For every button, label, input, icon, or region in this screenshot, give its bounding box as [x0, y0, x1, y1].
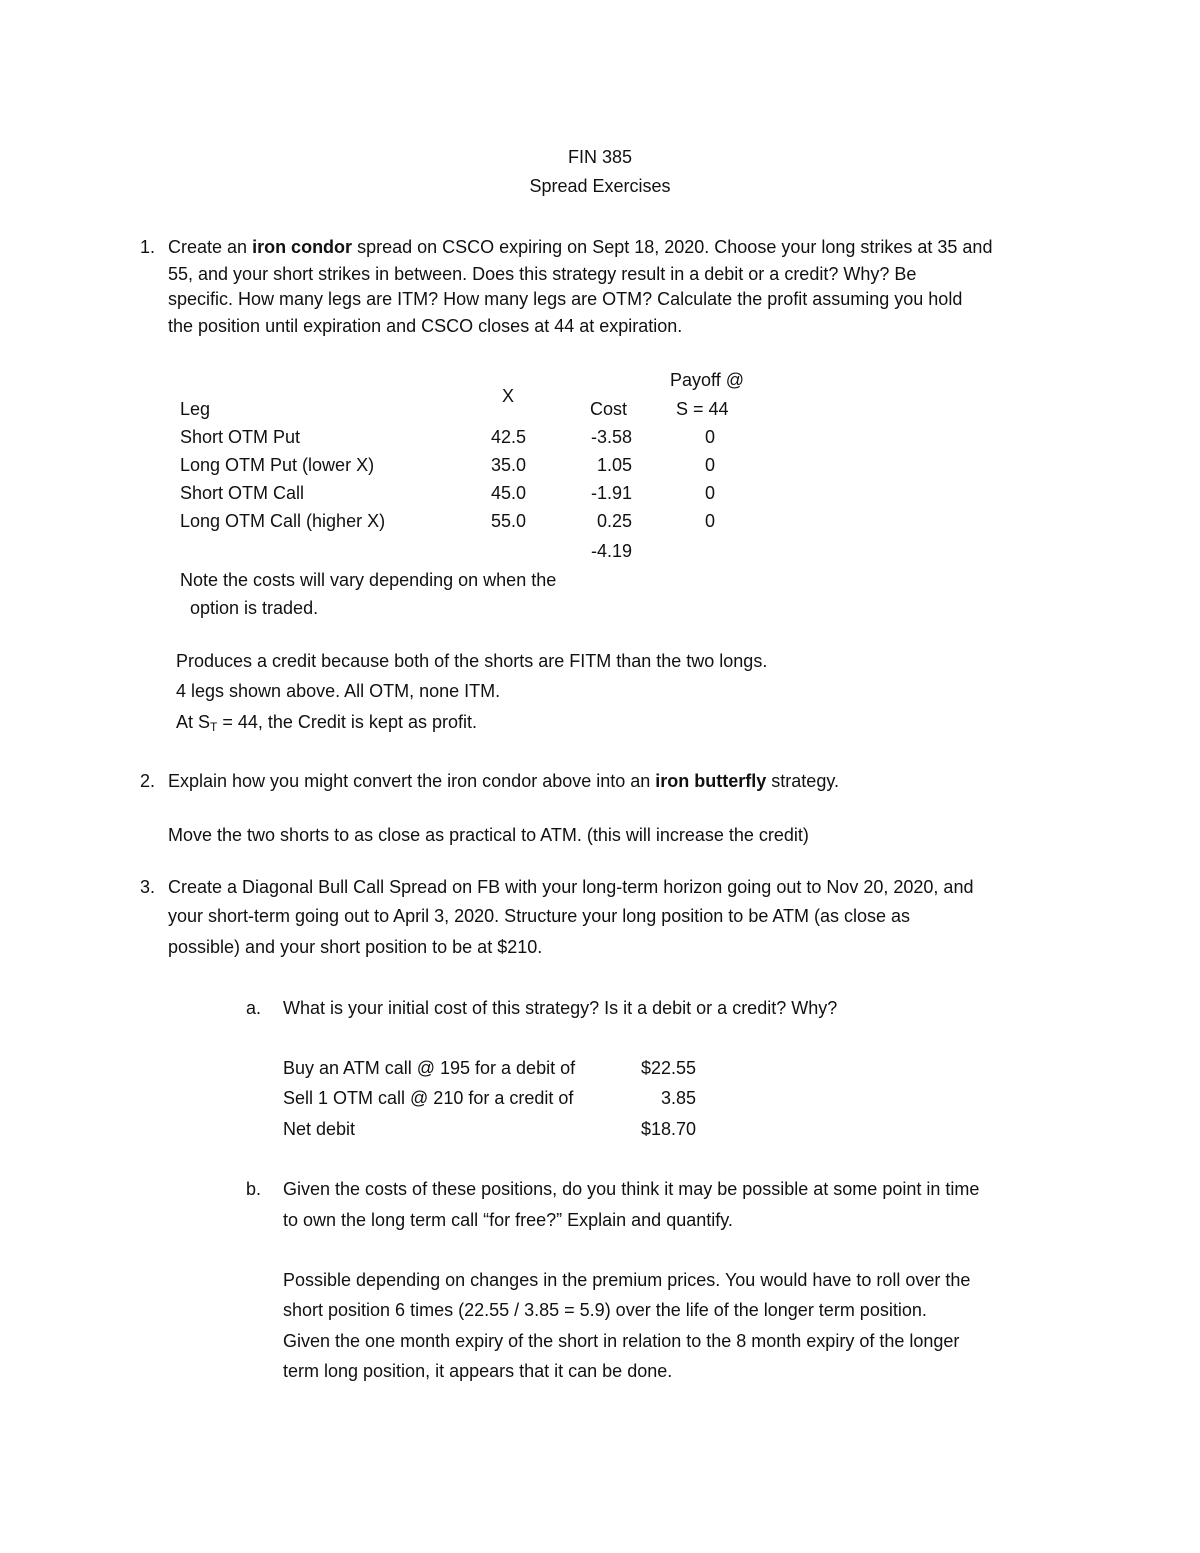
cost-label: Net debit [283, 1119, 356, 1139]
question-1-line-1: Create an iron condor spread on CSCO expiring on Sept 18, 2020. Choose your long strikes at 35 and [168, 237, 993, 257]
strike-cell: 55.0 [490, 511, 526, 531]
total-cost: -4.19 [590, 541, 632, 561]
iron-butterfly-term: iron butterfly [655, 771, 767, 791]
payoff-cell: 0 [704, 511, 715, 531]
header-x: X [502, 386, 515, 406]
part-a-letter: a. [246, 998, 262, 1018]
payoff-cell: 0 [704, 455, 715, 475]
payoff-cell: 0 [704, 427, 715, 447]
question-1-line-4: the position until expiration and CSCO closes at 44 at expiration. [168, 316, 683, 336]
strike-cell: 42.5 [490, 427, 526, 447]
part-b-answer-line-3: Given the one month expiry of the short in relation to the 8 month expiry of the longer [283, 1331, 960, 1351]
part-b-question-line-1: Given the costs of these positions, do you think it may be possible at some point in time [283, 1179, 980, 1199]
question-1-answer-line-2: 4 legs shown above. All OTM, none ITM. [176, 681, 501, 701]
leg-cell: Short OTM Call [180, 483, 305, 503]
question-3-line-2: your short-term going out to April 3, 2020. Structure your long position to be ATM (as close as [168, 906, 911, 926]
part-b-letter: b. [246, 1179, 262, 1199]
question-1-line-3: specific. How many legs are ITM? How many legs are OTM? Calculate the profit assuming you hold [168, 289, 963, 309]
leg-cell: Long OTM Put (lower X) [180, 455, 375, 475]
part-a-question: What is your initial cost of this strategy? Is it a debit or a credit? Why? [283, 998, 838, 1018]
question-3-line-3: possible) and your short position to be at $210. [168, 937, 543, 957]
cost-label: Buy an ATM call @ 195 for a debit of [283, 1058, 576, 1078]
question-3-line-1: Create a Diagonal Bull Call Spread on FB with your long-term horizon going out to Nov 20, 2020, and [168, 877, 974, 897]
leg-cell: Short OTM Put [180, 427, 301, 447]
question-3-number: 3. [140, 877, 156, 897]
course-code: FIN 385 [567, 147, 633, 167]
table-note-line-2: option is traded. [190, 598, 319, 618]
cost-cell: -3.58 [590, 427, 632, 447]
header-payoff-line-2: S = 44 [676, 399, 729, 419]
question-1-number: 1. [140, 237, 156, 257]
cost-value: 3.85 [660, 1088, 696, 1108]
cost-cell: 1.05 [596, 455, 632, 475]
question-1-answer-line-1: Produces a credit because both of the shorts are FITM than the two longs. [176, 651, 768, 671]
leg-cell: Long OTM Call (higher X) [180, 511, 386, 531]
cost-value: $18.70 [640, 1119, 696, 1139]
question-1-answer-line-3: At $S_T = 44$, the Credit is kept as profit. [176, 712, 477, 734]
part-b-answer-line-2: short position 6 times (22.55 / 3.85 = 5.9) over the life of the longer term position. [283, 1300, 927, 1320]
part-b-answer-line-4: term long position, it appears that it can be done. [283, 1361, 673, 1381]
header-cost: Cost [590, 399, 628, 419]
header-leg: Leg [180, 399, 211, 419]
payoff-cell: 0 [704, 483, 715, 503]
question-1-line-2: 55, and your short strikes in between. Does this strategy result in a debit or a credit? Why? Be [168, 264, 917, 284]
strike-cell: 45.0 [490, 483, 526, 503]
part-b-question-line-2: to own the long term call “for free?” Explain and quantify. [283, 1210, 733, 1230]
strike-cell: 35.0 [490, 455, 526, 475]
cost-cell: -1.91 [590, 483, 632, 503]
cost-value: $22.55 [640, 1058, 696, 1078]
question-2-answer: Move the two shorts to as close as practical to ATM. (this will increase the credit) [168, 825, 809, 845]
table-note-line-1: Note the costs will vary depending on when the [180, 570, 557, 590]
cost-label: Sell 1 OTM call @ 210 for a credit of [283, 1088, 574, 1108]
cost-cell: 0.25 [596, 511, 632, 531]
question-2-number: 2. [140, 771, 156, 791]
page-title: Spread Exercises [529, 176, 671, 196]
iron-condor-term: iron condor [252, 237, 353, 257]
header-payoff-line-1: Payoff @ [670, 370, 744, 390]
question-2-text: Explain how you might convert the iron condor above into an iron butterfly strategy. [168, 771, 839, 791]
part-b-answer-line-1: Possible depending on changes in the premium prices. You would have to roll over the [283, 1270, 971, 1290]
